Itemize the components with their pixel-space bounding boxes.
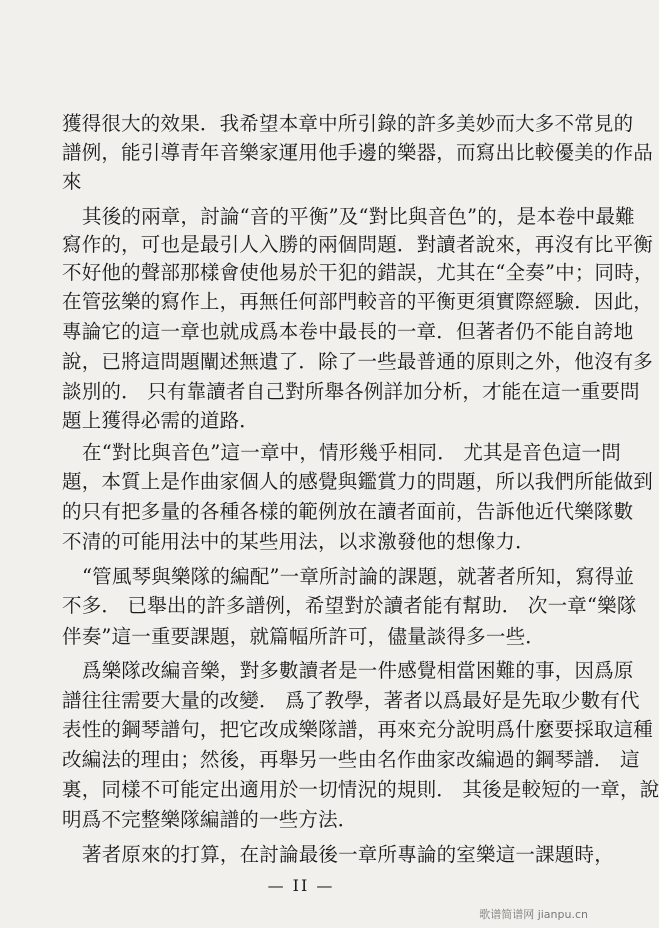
watermark: 歌谱简谱网 jianpu.cn — [479, 908, 588, 921]
text-line: 其後的兩章，討論“音的平衡”及“對比與音色”的，是本卷中最難 — [82, 205, 635, 228]
text-line: 在“對比與音色”這一章中，情形幾乎相同． 尤其是音色這一問 — [82, 441, 621, 464]
text-line: 題，本質上是作曲家個人的感覺與鑑賞力的問題，所以我們所能做到 — [62, 470, 654, 493]
text-line: 來 — [62, 170, 82, 193]
text-line: 的只有把多量的各種各樣的範例放在讀者面前，告訴他近代樂隊數 — [62, 500, 634, 523]
text-line: 題上獲得必需的道路． — [62, 409, 260, 432]
text-line: 在管弦樂的寫作上，再無任何部門較音的平衡更須實際經驗．因此， — [62, 290, 654, 313]
text-line: 不多． 已舉出的許多譜例，希望對於讀者能有幫助． 次一章“樂隊 — [62, 594, 637, 617]
text-line: 譜往往需要大量的改變． 爲了教學，著者以爲最好是先取少數有代 — [62, 689, 640, 712]
text-line: 表性的鋼琴譜句，把它改成樂隊譜，再來充分說明爲什麼要採取這種 — [62, 718, 654, 741]
text-line: 寫作的，可也是最引人入勝的兩個問題．對讀者說來，再沒有比平衡 — [62, 233, 654, 256]
page-number: — II — — [267, 876, 335, 895]
text-line: 譜例，能引導青年音樂家運用他手邊的樂器，而寫出比較優美的作品 — [62, 141, 654, 164]
text-line: 明爲不完整樂隊編譜的一些方法． — [62, 808, 358, 831]
text-line: 改編法的理由；然後，再舉另一些由名作曲家改編過的鋼琴譜． 這 — [62, 748, 640, 771]
text-line: 不清的可能用法中的某些用法，以求激發他的想像力． — [62, 530, 535, 553]
text-line: 著者原來的打算，在討論最後一章所專論的室樂這一課題時， — [82, 843, 614, 866]
text-line: 爲樂隊改編音樂，對多數讀者是一件感覺相當困難的事，因爲原 — [82, 659, 634, 682]
text-line: 不好他的聲部那樣會使他易於干犯的錯誤，尤其在“全奏”中；同時， — [62, 261, 654, 284]
text-line: 裏，同樣不可能定出適用於一切情況的規則． 其後是較短的一章，說 — [62, 778, 659, 801]
text-line: 說，已將這問題闡述無遺了．除了一些最普通的原則之外，他沒有多 — [62, 350, 654, 373]
text-line: 專論它的這一章也就成爲本卷中最長的一章．但著者仍不能自誇地 — [62, 320, 634, 343]
text-line: 獲得很大的效果．我希望本章中所引錄的許多美妙而大多不常見的 — [62, 112, 634, 135]
text-line: “管風琴與樂隊的編配”一章所討論的課題，就著者所知，寫得並 — [82, 565, 635, 588]
text-line: 談別的． 只有靠讀者自己對所舉各例詳加分析，才能在這一重要問 — [62, 380, 640, 403]
text-line: 伴奏”這一重要課題，就篇幅所許可，儘量談得多一些． — [62, 625, 545, 648]
